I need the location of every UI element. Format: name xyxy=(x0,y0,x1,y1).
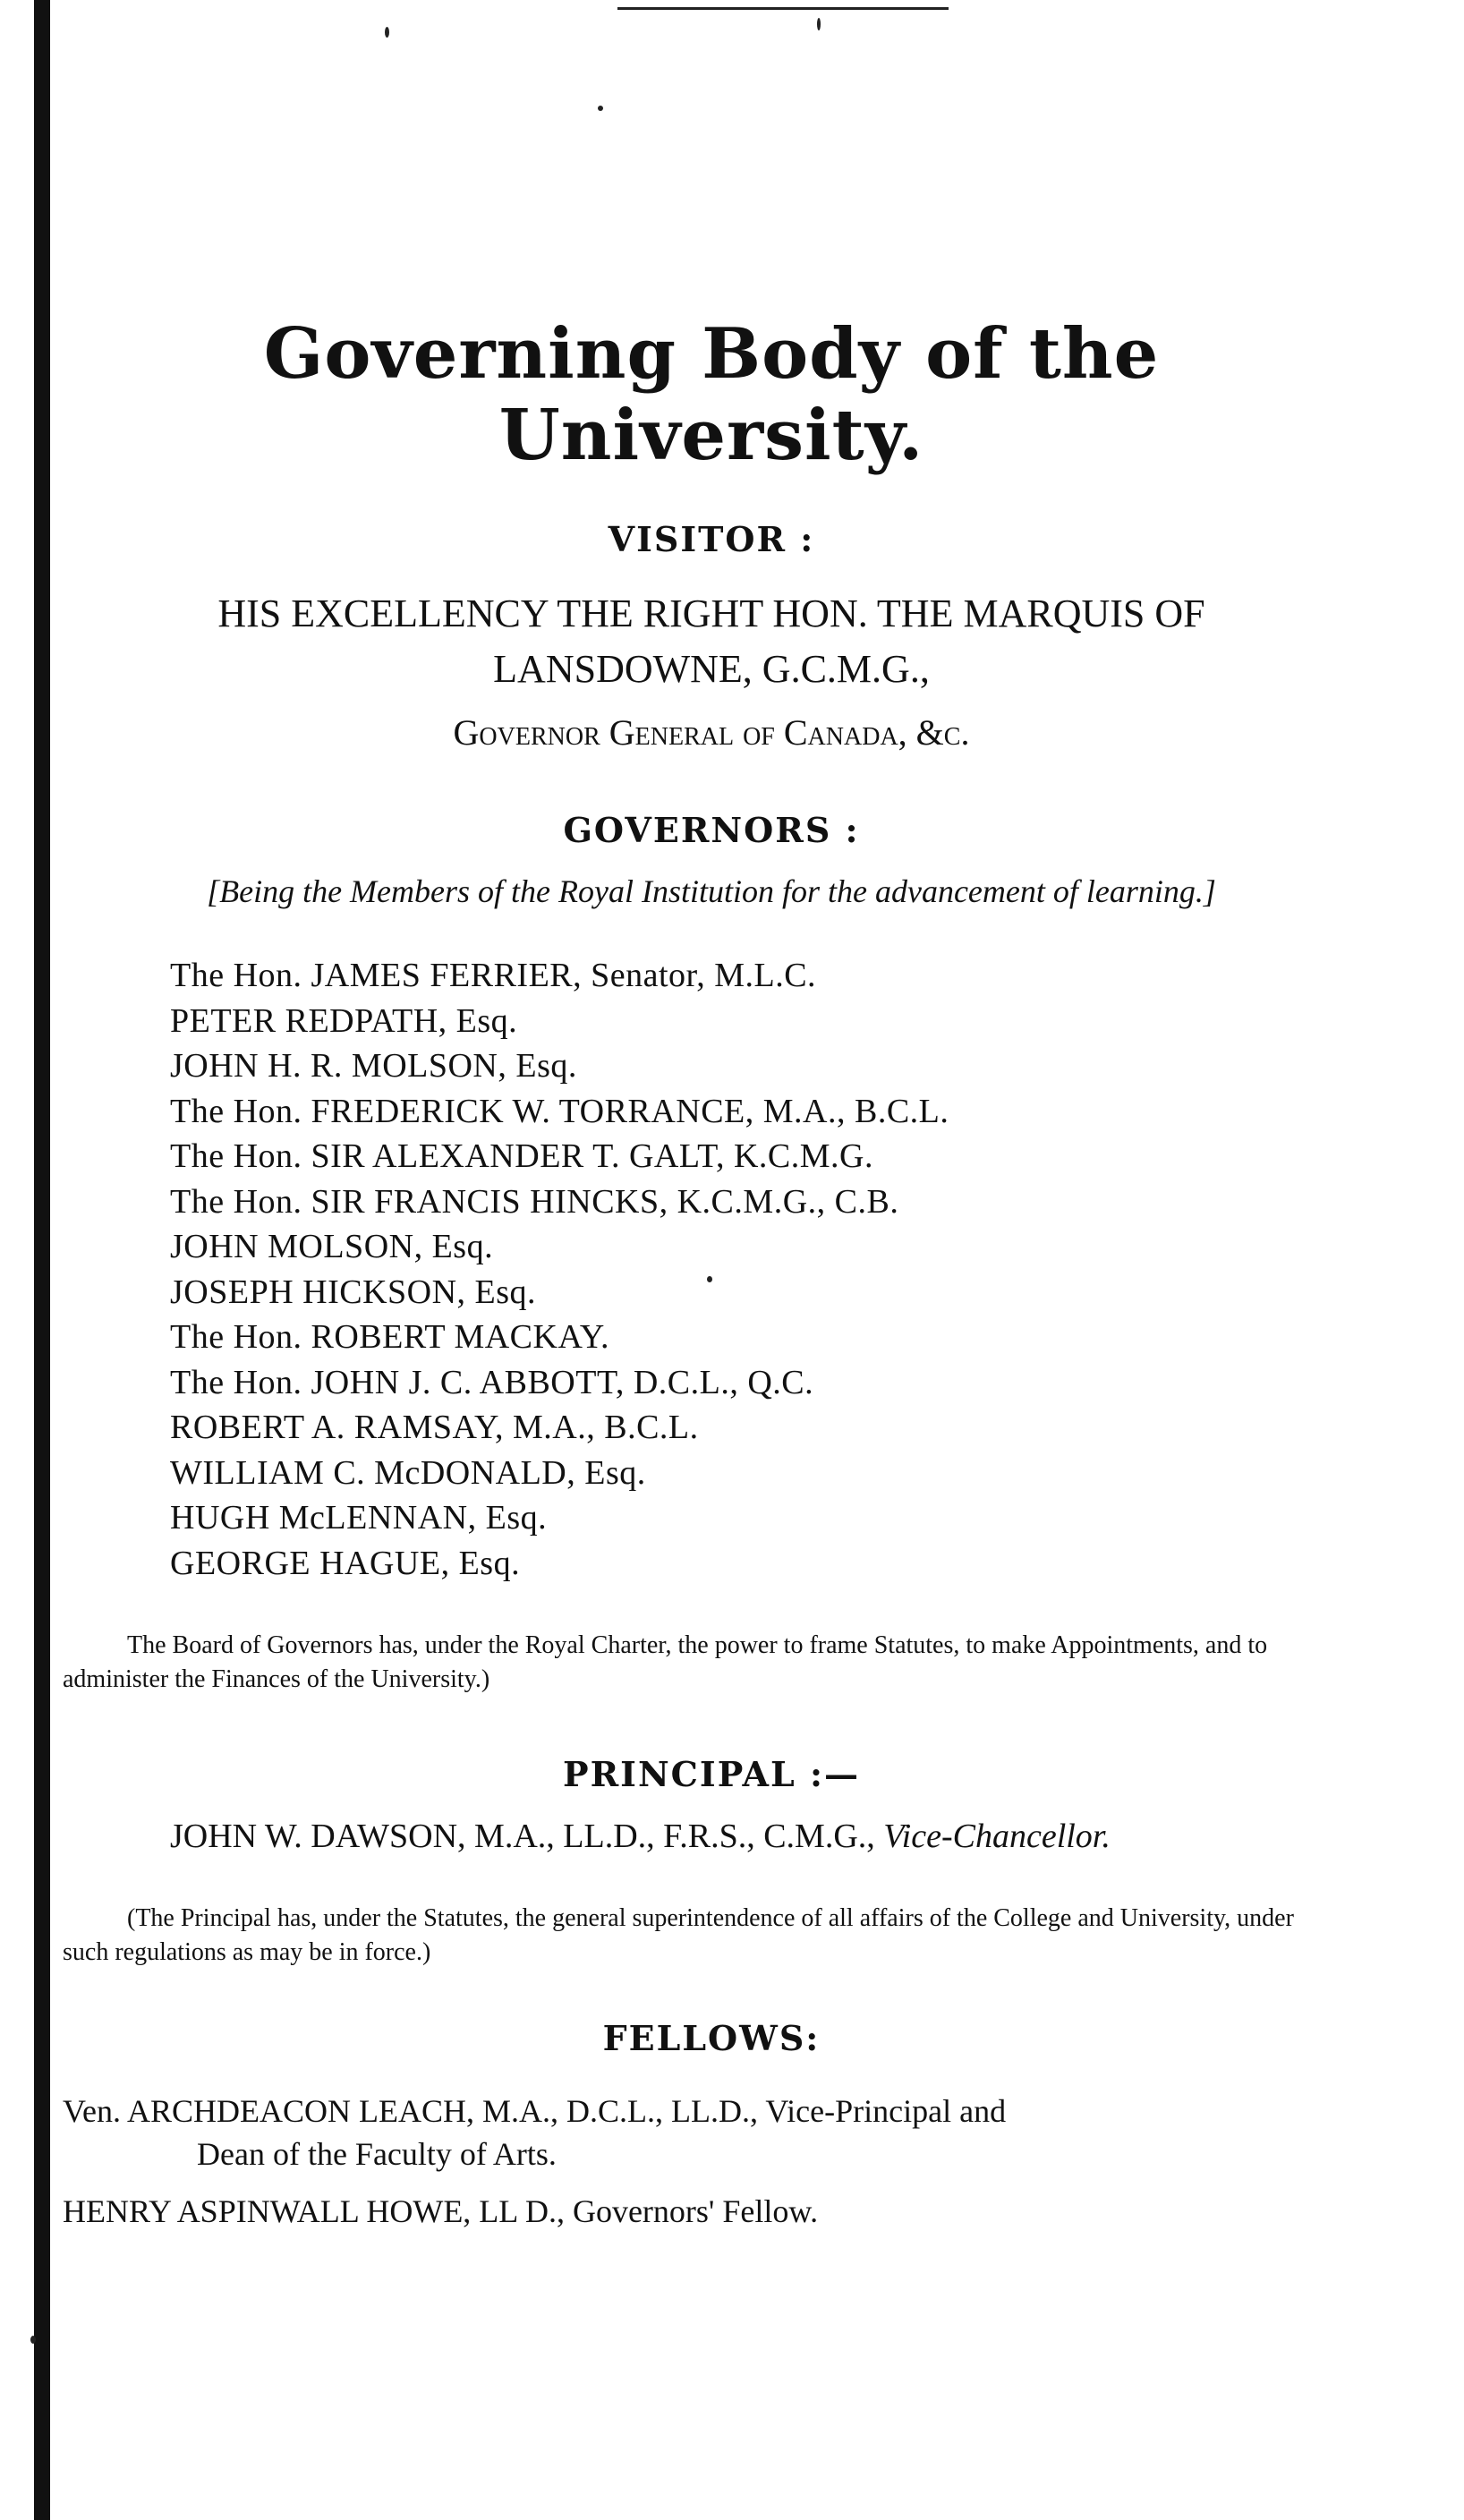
board-note: The Board of Governors has, under the Royal Charter, the power to frame Statutes, to make Appointments, and to administer the Finances of the University.) xyxy=(63,1631,1268,1693)
ink-speck xyxy=(30,2336,36,2344)
governor-item: The Hon. FREDERICK W. TORRANCE, M.A., B.C.L. xyxy=(170,1092,949,1130)
governor-item: GEORGE HAGUE, Esq. xyxy=(170,1544,521,1582)
governor-item: JOSEPH HICKSON, Esq. xyxy=(170,1273,537,1311)
visitor-heading: VISITOR : xyxy=(608,519,815,559)
governor-item: The Hon. SIR ALEXANDER T. GALT, K.C.M.G. xyxy=(170,1137,873,1175)
visitor-line-1: HIS EXCELLENCY THE RIGHT HON. THE MARQUIS OF xyxy=(217,592,1205,635)
governor-item: The Hon. SIR FRANCIS HINCKS, K.C.M.G., C.B. xyxy=(170,1182,899,1221)
visitor-line-3: Governor General of Canada, &c. xyxy=(453,712,970,753)
governors-list xyxy=(170,953,949,1586)
governors-note: [Being the Members of the Royal Institution for the advancement of learning.] xyxy=(207,873,1216,909)
principal-note: (The Principal has, under the Statutes, the general superintendence of all affairs of the College and University, under such regulations as may be in force.) xyxy=(63,1904,1294,1966)
governor-item: JOHN MOLSON, Esq. xyxy=(170,1228,494,1265)
governor-item: ROBERT A. RAMSAY, M.A., B.C.L. xyxy=(170,1409,699,1446)
governors-heading: GOVERNORS : xyxy=(563,810,860,850)
principal-name: JOHN W. DAWSON, M.A., LL.D., F.R.S., C.M.G., xyxy=(170,1818,875,1855)
governor-item: The Hon. JOHN J. C. ABBOTT, D.C.L., Q.C. xyxy=(170,1363,814,1401)
fellow-line-continued: Dean of the Faculty of Arts. xyxy=(197,2136,557,2172)
principal-heading: PRINCIPAL :— xyxy=(563,1754,860,1794)
principal-line xyxy=(170,1817,1111,1856)
fellows-heading: FELLOWS: xyxy=(602,2018,821,2058)
fellow-line: Ven. ARCHDEACON LEACH, M.A., D.C.L., LL.D., Vice-Principal and xyxy=(63,2093,1007,2129)
governor-item: The Hon. ROBERT MACKAY. xyxy=(170,1318,609,1356)
page-title: Governing Body of the University. xyxy=(263,313,1160,476)
governor-item: HUGH McLENNAN, Esq. xyxy=(170,1499,548,1537)
visitor-line-2: LANSDOWNE, G.C.M.G., xyxy=(493,647,930,691)
fellow-entry xyxy=(63,2090,1315,2175)
left-binding-rule xyxy=(34,0,50,2520)
governor-item: PETER REDPATH, Esq. xyxy=(170,1001,518,1040)
document-page xyxy=(63,0,1315,2520)
fellow-entry: HENRY ASPINWALL HOWE, LL D., Governors' Fellow. xyxy=(63,2193,819,2229)
governor-item: JOHN H. R. MOLSON, Esq. xyxy=(170,1047,577,1085)
principal-role: Vice-Chancellor. xyxy=(883,1818,1111,1855)
governor-item: WILLIAM C. McDONALD, Esq. xyxy=(170,1453,646,1492)
governor-item: The Hon. JAMES FERRIER, Senator, M.L.C. xyxy=(170,957,817,994)
